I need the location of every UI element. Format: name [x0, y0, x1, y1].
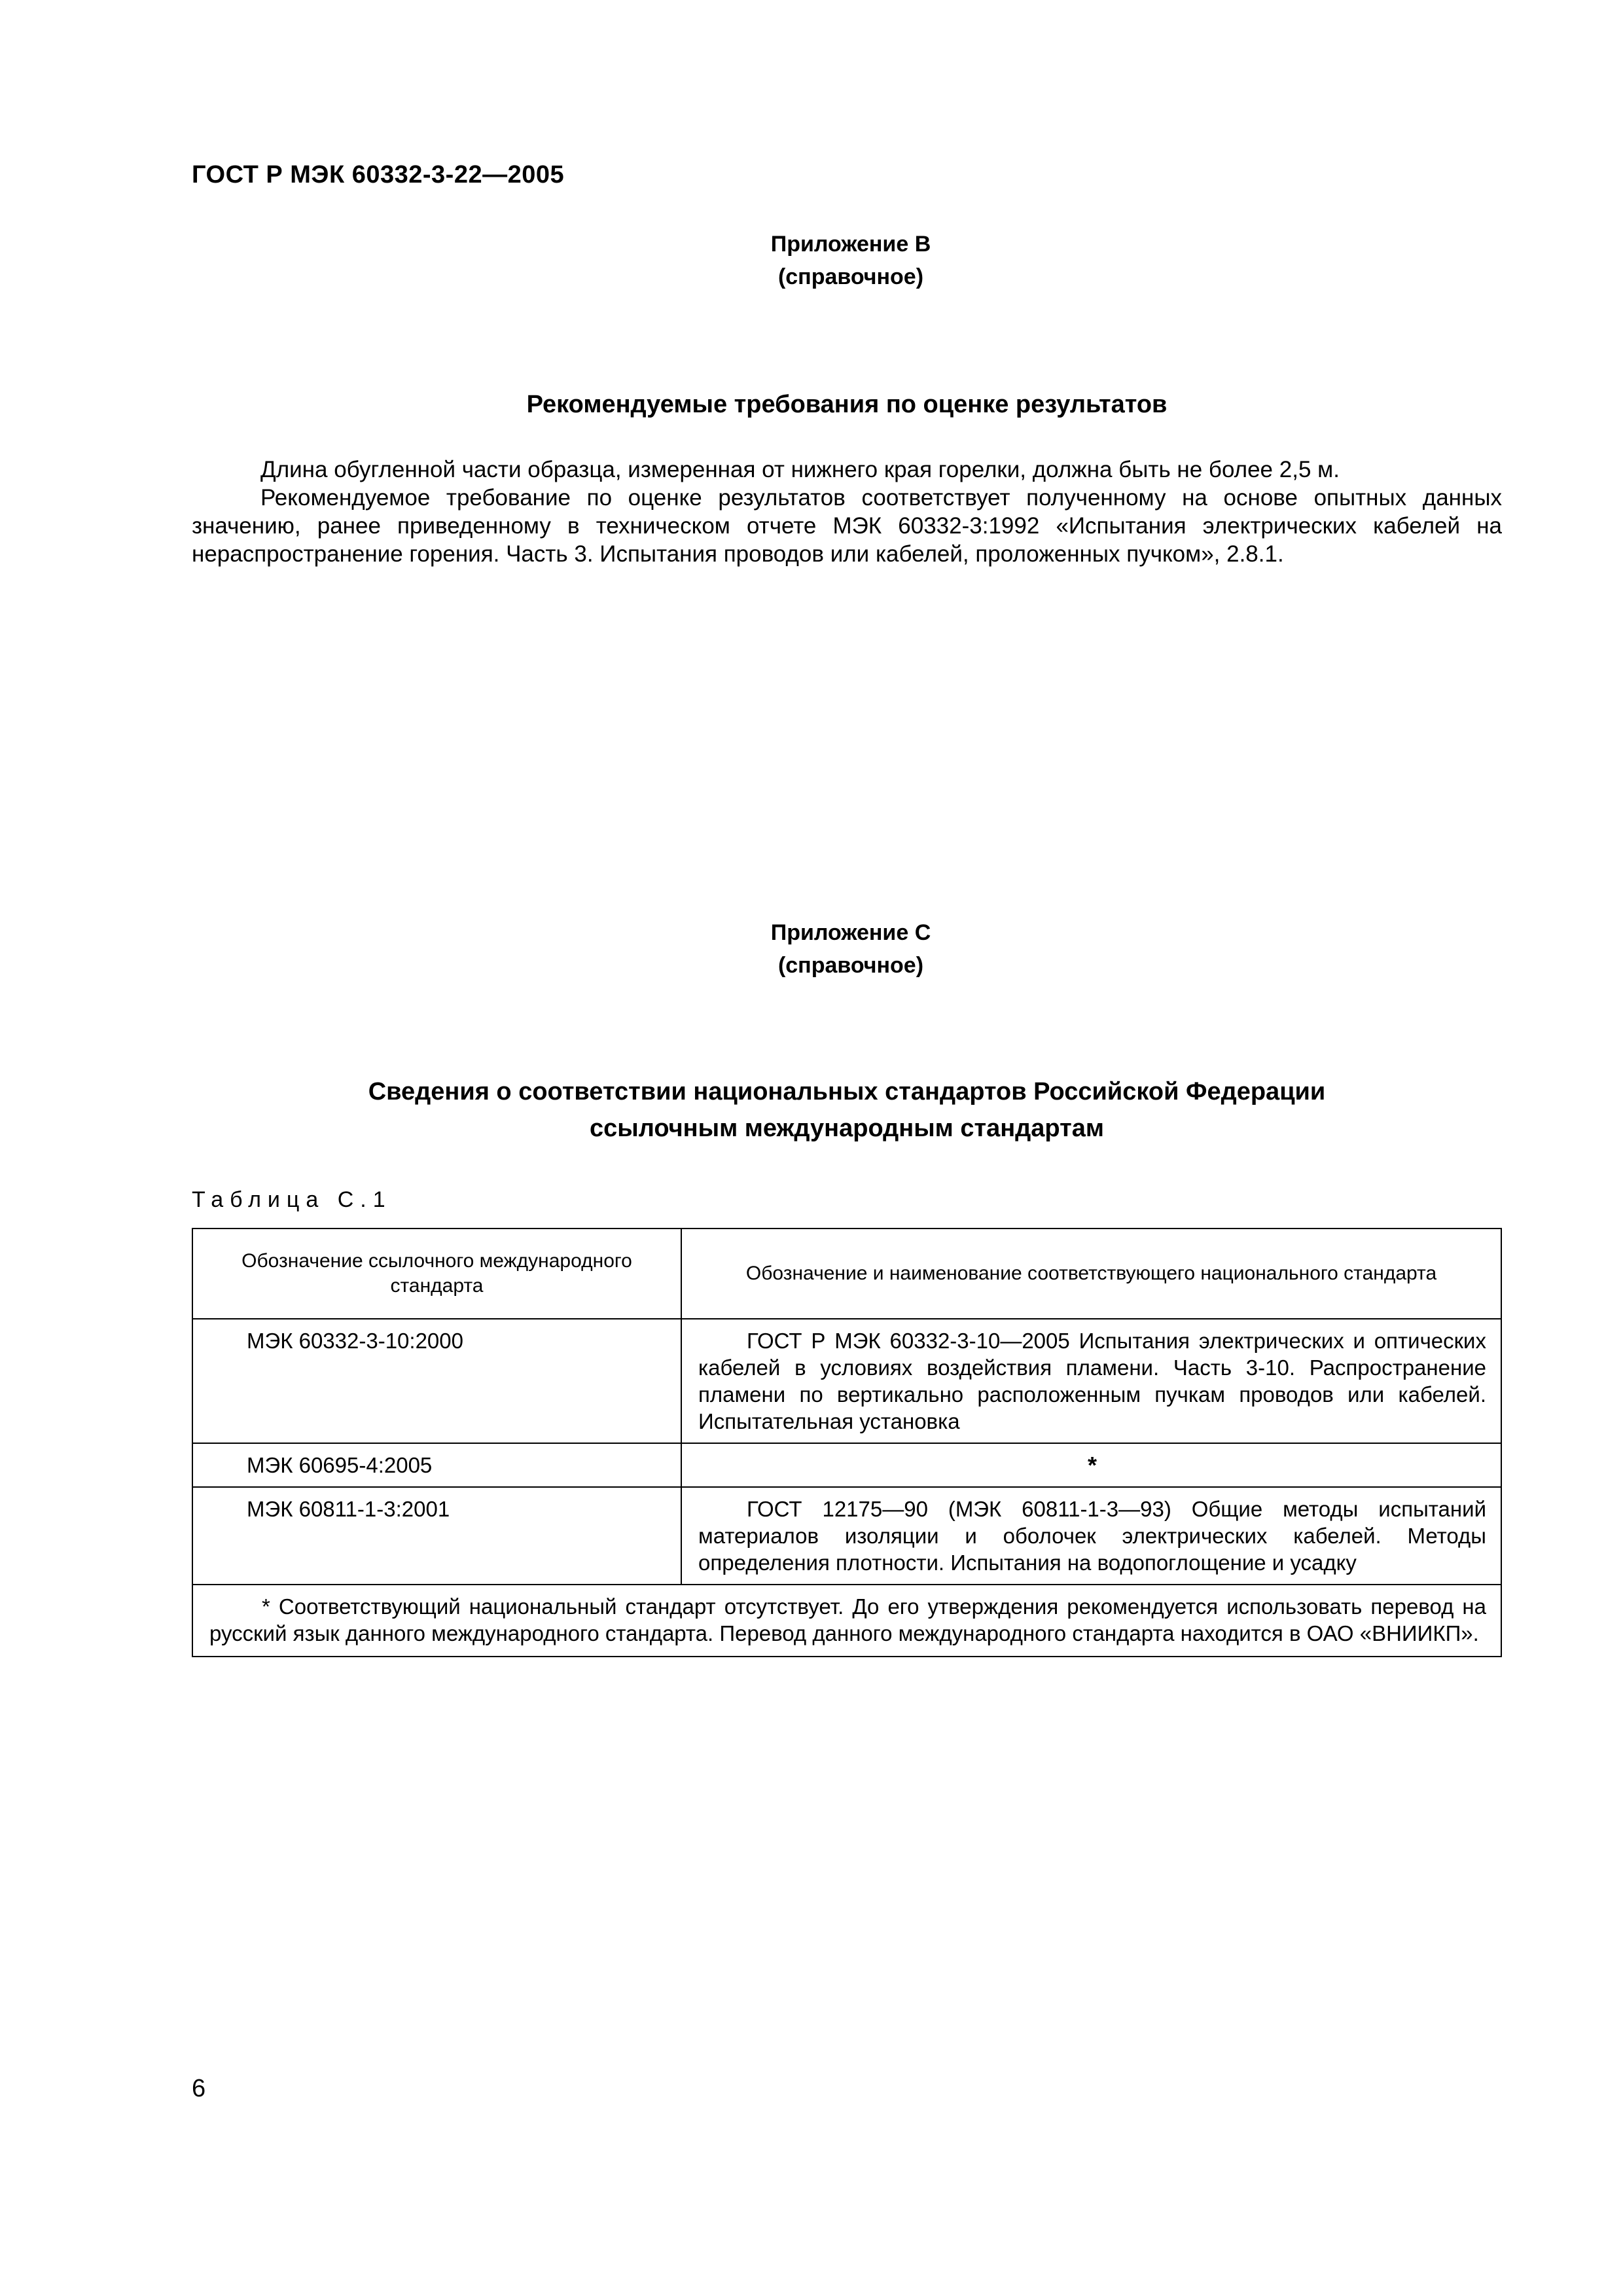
intl-standard-cell: МЭК 60811-1-3:2001 — [192, 1487, 681, 1585]
appendix-b-heading: Рекомендуемые требования по оценке результатов — [526, 391, 1168, 418]
appendix-c-title-block — [654, 916, 1047, 982]
appendix-b-title: Приложение B — [770, 232, 931, 257]
document-code: ГОСТ Р МЭК 60332-3-22—2005 — [192, 161, 565, 188]
appendix-c-heading-line-2: ссылочным международным стандартам — [589, 1115, 1104, 1142]
national-standard-cell: * — [681, 1443, 1501, 1487]
national-standard-cell — [681, 1319, 1501, 1443]
appendix-b-para-2: Рекомендуемое требование по оценке результатов соответствует полученному на основе опытных данных значению, ранее приведенному в техническом отчете МЭК 60332-3:1992 «Испытания электрических кабелей на нераспространение горения. Часть 3. Испытания проводов или кабелей, проложенных пучком», 2.8.1. — [192, 485, 1502, 567]
appendix-b-title-block — [654, 228, 1047, 293]
table-header-row — [192, 1229, 1501, 1319]
appendix-c-heading-line-1: Сведения о соответствии национальных стандартов Российской Федерации — [368, 1078, 1326, 1105]
table-row — [192, 1319, 1501, 1443]
appendix-b-body — [192, 456, 1502, 568]
appendix-c-heading — [192, 1073, 1502, 1147]
table-row — [192, 1487, 1501, 1585]
column-header-national: Обозначение и наименование соответствующего национального стандарта — [681, 1229, 1501, 1319]
national-standard-text: ГОСТ 12175—90 (МЭК 60811-1-3—93) Общие методы испытаний материалов изоляции и оболочек электрических кабелей. Методы определения плотности. Испытания на водопоглощение и усадку — [698, 1497, 1486, 1575]
table-caption: Таблица С.1 — [192, 1187, 392, 1212]
intl-standard-cell: МЭК 60695-4:2005 — [192, 1443, 681, 1487]
table-footnote — [192, 1585, 1501, 1657]
table-footnote-row — [192, 1585, 1501, 1657]
intl-standard-cell: МЭК 60332-3-10:2000 — [192, 1319, 681, 1443]
table-row — [192, 1443, 1501, 1487]
national-standard-text: ГОСТ Р МЭК 60332-3-10—2005 Испытания электрических и оптических кабелей в условиях воздействия пламени. Часть 3-10. Распространение пламени по вертикально расположенным пучкам проводов или кабелей. Испытательная установка — [698, 1329, 1486, 1433]
appendix-b-para-1: Длина обугленной части образца, измеренная от нижнего края горелки, должна быть не более 2,5 м. — [260, 457, 1340, 482]
standards-table — [192, 1228, 1502, 1657]
page-number: 6 — [192, 2075, 206, 2102]
appendix-c-title: Приложение С — [770, 920, 931, 945]
appendix-c-status: (справочное) — [777, 953, 924, 978]
table-footnote-text: * Соответствующий национальный стандарт отсутствует. До его утверждения рекомендуется использовать перевод на русский язык данного международного стандарта. Перевод данного международного стандарта находится в ОАО «ВНИИКП». — [209, 1594, 1486, 1645]
national-standard-cell — [681, 1487, 1501, 1585]
appendix-b-status: (справочное) — [777, 264, 924, 289]
column-header-intl: Обозначение ссылочного международного стандарта — [192, 1229, 681, 1319]
